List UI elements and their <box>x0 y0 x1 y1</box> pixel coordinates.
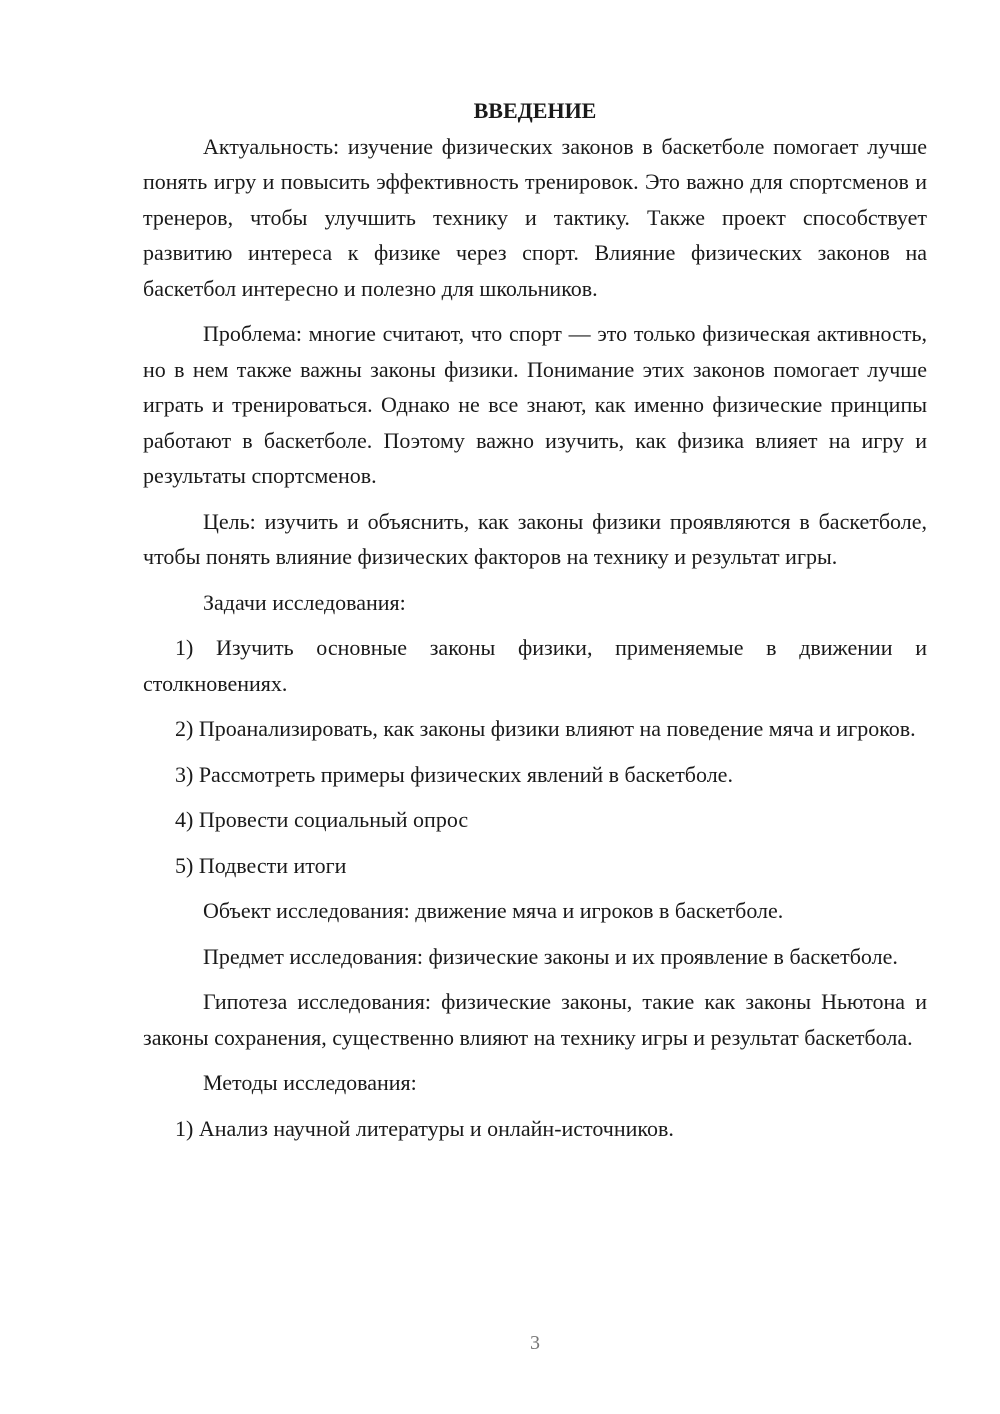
method-item-1: 1) Анализ научной литературы и онлайн-источников. <box>175 1115 674 1141</box>
task-item-2: 2) Проанализировать, как законы физики влияют на поведение мяча и игроков. <box>175 716 916 741</box>
paragraph-goal: Цель: изучить и объяснить, как законы физики проявляются в баскетболе, чтобы понять влияние физических факторов на технику и результат игры. <box>143 508 927 569</box>
tasks-title: Задачи исследования: <box>203 589 406 615</box>
paragraph-hypothesis: Гипотеза исследования: физические законы, такие как законы Ньютона и законы сохранения, существенно влияют на технику игры и результат баскетбола. <box>143 989 927 1050</box>
paragraph-subject: Предмет исследования: физические законы и их проявление в баскетболе. <box>203 943 898 969</box>
paragraph-object: Объект исследования: движение мяча и игроков в баскетболе. <box>203 898 784 923</box>
task-item-4: 4) Провести социальный опрос <box>175 807 469 832</box>
task-item-1: 1) Изучить основные законы физики, применяемые в движении и столкновениях. <box>143 635 927 696</box>
methods-title: Методы исследования: <box>203 1070 417 1095</box>
paragraph-relevance: Актуальность: изучение физических законов в баскетболе помогает лучше понять игру и повысить эффективность тренировок. Это важно для спортсменов и тренеров, чтобы улучшить технику и тактику. Также проект способствует развитию интереса к физике через спорт. Влияние физических законов на баскетбол интересно и полезно для школьников. <box>143 133 927 301</box>
section-heading: ВВЕДЕНИЕ <box>473 98 597 123</box>
page-number: 3 <box>530 1332 540 1354</box>
task-item-3: 3) Рассмотреть примеры физических явлений в баскетболе. <box>175 761 733 787</box>
task-item-5: 5) Подвести итоги <box>175 852 347 878</box>
paragraph-problem: Проблема: многие считают, что спорт — это только физическая активность, но в нем также важны законы физики. Понимание этих законов помогает лучше играть и тренироваться. Однако не все знают, как именно физические принципы работают в баскетболе. Поэтому важно изучить, как физика влияет на игру и результаты спортсменов. <box>143 321 927 488</box>
document-body <box>143 93 927 1156</box>
